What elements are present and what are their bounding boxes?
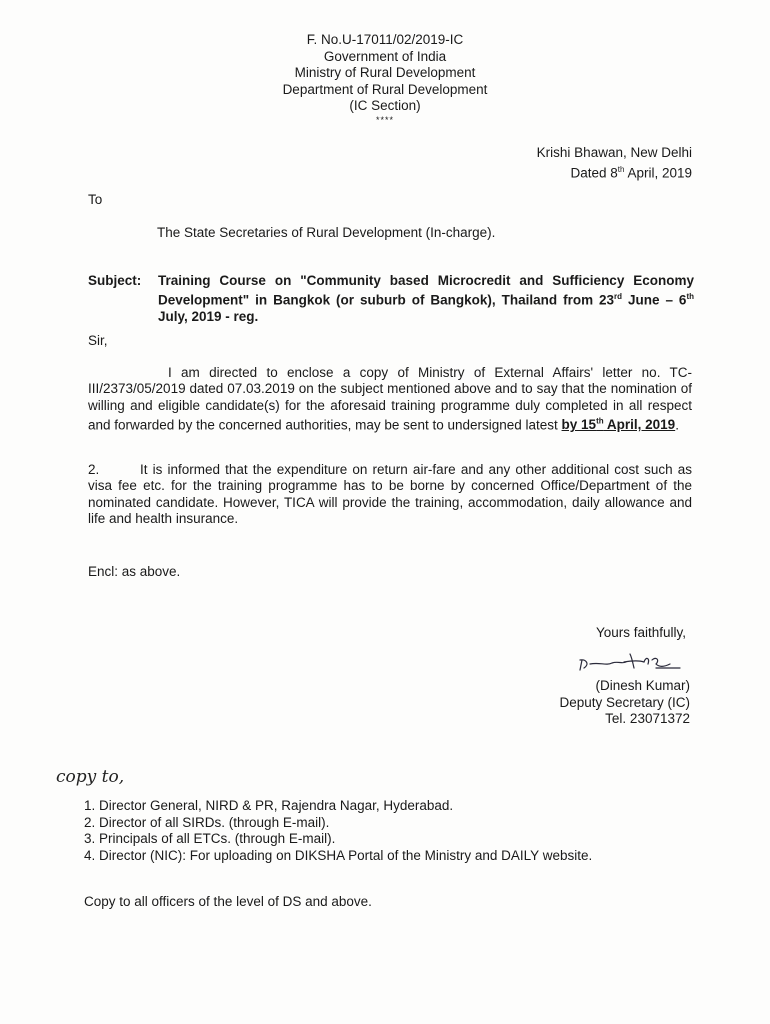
letter-date: Dated 8th April, 2019: [570, 165, 692, 181]
place-date: [537, 144, 692, 182]
list-item: 2. Director of all SIRDs. (through E-mail).: [84, 814, 330, 830]
list-item: 3. Principals of all ETCs. (through E-mail).: [84, 831, 336, 846]
section-name: (IC Section): [349, 98, 421, 113]
copy-to-officers: Copy to all officers of the level of DS and above.: [84, 894, 372, 909]
enclosure-note: Encl: as above.: [88, 564, 181, 579]
subject-label: Subject:: [88, 273, 142, 288]
header-stars: ****: [375, 114, 394, 125]
signer-designation: Deputy Secretary (IC): [559, 694, 690, 710]
file-number: F. No.U-17011/02/2019-IC: [306, 32, 464, 47]
subject-block: [88, 273, 694, 325]
deadline: by 15th April, 2019: [561, 416, 676, 433]
subject-text: Training Course on "Community based Microcredit and Sufficiency Economy Development" in Bangkok (or suburb of Bangkok), Thailand from 23rd June – 6th July, 2019 - reg.: [158, 273, 694, 324]
paragraph-1: I am directed to enclose a copy of Ministry of External Affairs' letter no. TC-III/2373/05/2019 dated 07.03.2019 on the subject mentioned above and to say that the nomination of willing and eligible candidate(s) for the aforesaid training programme duly completed in all respect and forwarded by the concerned authorities, may be sent to undersigned latest by 15th April, 2019.: [88, 365, 692, 433]
copy-list: [84, 798, 592, 864]
place-location: Krishi Bhawan, New Delhi: [536, 145, 692, 160]
government-name: Government of India: [323, 48, 447, 64]
salutation: Sir,: [88, 333, 108, 348]
signer-name: (Dinesh Kumar): [595, 678, 690, 693]
addressee: The State Secretaries of Rural Development (In-charge).: [157, 225, 496, 240]
signature: [560, 646, 690, 676]
closing: Yours faithfully,: [595, 625, 686, 640]
list-item: 4. Director (NIC): For uploading on DIKSHA Portal of the Ministry and DAILY website.: [84, 847, 593, 863]
copy-to-handwritten: [56, 764, 136, 790]
to-label: To: [88, 192, 103, 207]
list-item: 1. Director General, NIRD & PR, Rajendra Nagar, Hyderabad.: [84, 798, 454, 813]
svg-text:copy to,: copy to,: [56, 767, 125, 787]
letter-header: [0, 32, 770, 125]
ministry-name: Ministry of Rural Development: [294, 65, 476, 80]
paragraph-2: 2. It is informed that the expenditure on return air-fare and any other additional cost such as visa fee etc. for the training programme has to be borne by concerned Office/Department of the nominated candidate. However, TICA will provide the training, accommodation, daily allowance and life and health insurance.: [88, 462, 692, 526]
department-name: Department of Rural Development: [282, 81, 488, 97]
signer-block: [559, 678, 690, 728]
paragraph-number: 2.: [88, 462, 100, 477]
signer-telephone: Tel. 23071372: [605, 711, 690, 726]
